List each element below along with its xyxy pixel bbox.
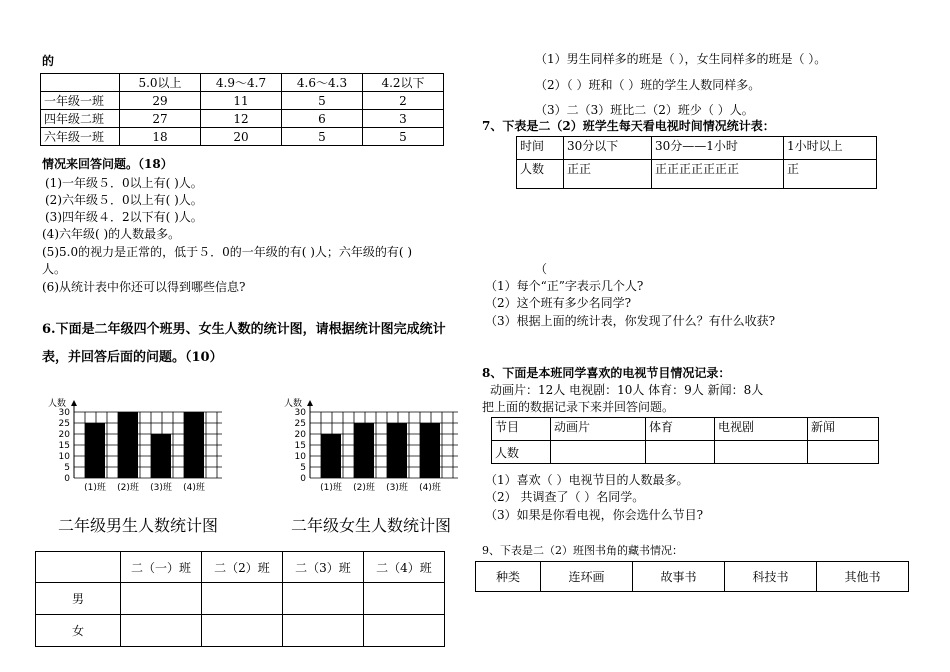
y-tick-label: 25 bbox=[294, 419, 306, 429]
y-tick-label: 0 bbox=[300, 474, 306, 484]
x-tick-label: (3)班 bbox=[386, 483, 408, 493]
table-cell: 科技书 bbox=[725, 562, 817, 592]
y-axis-arrow bbox=[307, 400, 313, 406]
table-cell: 4.2以下 bbox=[363, 74, 444, 92]
q8-record: 动画片：12人 电视剧：10人 体育：9人 新闻：8人 bbox=[490, 383, 764, 397]
q5-cont-1: （1）男生同样多的班是（ ），女生同样多的班是（ ）。 bbox=[535, 52, 827, 66]
x-tick-label: (4)班 bbox=[419, 483, 441, 493]
heading-fragment: 的 bbox=[42, 54, 55, 68]
instruction: 情况来回答问题。（18） bbox=[42, 157, 173, 171]
table-row bbox=[492, 441, 879, 464]
table-row bbox=[476, 562, 909, 592]
q9-title: 9、下表是二（2）班图书角的藏书情况： bbox=[482, 544, 683, 557]
q8-instruction: 把上面的数据记录下来并回答问题。 bbox=[482, 400, 675, 414]
q9-table bbox=[475, 561, 909, 592]
q8-title: 8、下面是本班同学喜欢的电视节目情况记录： bbox=[482, 366, 731, 380]
x-tick-label: (2)班 bbox=[353, 483, 375, 493]
bar bbox=[387, 423, 407, 478]
table-cell: 5 bbox=[282, 128, 363, 146]
table-row bbox=[492, 418, 879, 441]
bar bbox=[354, 423, 374, 478]
y-tick-label: 10 bbox=[294, 452, 306, 462]
y-axis-label: 人数 bbox=[48, 399, 67, 409]
y-axis-arrow bbox=[71, 400, 77, 406]
q8-question-1: （1）喜欢（ ）电视节目的人数最多。 bbox=[485, 473, 689, 487]
table-cell: 二（3）班 bbox=[283, 552, 364, 583]
x-tick-label: (3)班 bbox=[150, 483, 172, 493]
table-cell: 4.9～4.7 bbox=[201, 74, 282, 92]
answer-cell[interactable] bbox=[364, 583, 445, 615]
table-row bbox=[36, 552, 445, 583]
y-tick-label: 30 bbox=[294, 408, 306, 418]
answer-cell[interactable] bbox=[121, 615, 202, 647]
q8-question-2: （2） 共调查了（ ）名同学。 bbox=[485, 490, 645, 504]
table-row bbox=[517, 160, 877, 189]
answer-cell[interactable] bbox=[202, 583, 283, 615]
table-cell: 二（4）班 bbox=[364, 552, 445, 583]
table-row bbox=[36, 615, 445, 647]
table-cell: 故事书 bbox=[633, 562, 725, 592]
answer-cell[interactable] bbox=[808, 441, 879, 464]
q8-table bbox=[491, 417, 879, 464]
table-cell: 30分以下 bbox=[564, 137, 652, 160]
q7-question-1: （1）每个“正”字表示几个人? bbox=[485, 279, 644, 293]
question-3: (3)四年级４．2以下有( )人。 bbox=[45, 210, 203, 224]
bar bbox=[85, 423, 105, 478]
bar bbox=[420, 423, 440, 478]
y-tick-label: 20 bbox=[58, 430, 70, 440]
table-cell: 人数 bbox=[492, 441, 551, 464]
table-cell: 四年级二班 bbox=[41, 110, 120, 128]
question-4: (4)六年级( )的人数最多。 bbox=[42, 227, 181, 241]
table-cell: 电视剧 bbox=[715, 418, 808, 441]
table-cell: 30分——1小时 bbox=[652, 137, 784, 160]
answer-cell[interactable] bbox=[364, 615, 445, 647]
y-tick-label: 15 bbox=[58, 441, 70, 451]
stray-bracket: （ bbox=[535, 262, 548, 276]
table-cell: 节目 bbox=[492, 418, 551, 441]
vision-table bbox=[40, 73, 444, 146]
table-cell: 男 bbox=[36, 583, 121, 615]
table-cell: 2 bbox=[363, 92, 444, 110]
table-cell: 体育 bbox=[646, 418, 715, 441]
table-cell: 人数 bbox=[517, 160, 564, 189]
answer-cell[interactable] bbox=[202, 615, 283, 647]
question-6: (6)从统计表中你还可以得到哪些信息? bbox=[42, 280, 246, 294]
table-cell: 29 bbox=[120, 92, 201, 110]
q5-cont-2: （2）（ ）班和（ ）班的学生人数同样多。 bbox=[535, 78, 761, 92]
table-cell: 二（一）班 bbox=[121, 552, 202, 583]
tally-cell: 正 bbox=[784, 160, 877, 189]
table-row bbox=[41, 128, 444, 146]
answer-cell[interactable] bbox=[646, 441, 715, 464]
answer-cell[interactable] bbox=[283, 615, 364, 647]
q6-title-line1: 6.下面是二年级四个班男、女生人数的统计图，请根据统计图完成统计 bbox=[42, 322, 446, 337]
y-tick-label: 25 bbox=[58, 419, 70, 429]
table-row bbox=[36, 583, 445, 615]
y-tick-label: 15 bbox=[294, 441, 306, 451]
male-chart-caption: 二年级男生人数统计图 bbox=[58, 516, 219, 535]
bar bbox=[151, 434, 171, 478]
q7-question-2: （2）这个班有多少名同学? bbox=[485, 296, 632, 310]
bar bbox=[321, 434, 341, 478]
table-cell: 时间 bbox=[517, 137, 564, 160]
question-2: (2)六年级５．0以上有( )人。 bbox=[45, 193, 203, 207]
male-bar-chart bbox=[42, 380, 222, 500]
table-cell bbox=[41, 74, 120, 92]
q7-question-3: （3）根据上面的统计表，你发现了什么？有什么收获? bbox=[485, 314, 776, 328]
answer-cell[interactable] bbox=[715, 441, 808, 464]
y-tick-label: 20 bbox=[294, 430, 306, 440]
tally-cell: 正正正正正正正 bbox=[652, 160, 784, 189]
y-tick-label: 0 bbox=[64, 474, 70, 484]
table-cell: 动画片 bbox=[551, 418, 646, 441]
bar bbox=[184, 412, 204, 478]
q6-title-line2: 表，并回答后面的问题。（10） bbox=[42, 350, 223, 365]
bar bbox=[118, 412, 138, 478]
table-cell: 种类 bbox=[476, 562, 541, 592]
table-cell: 5.0以上 bbox=[120, 74, 201, 92]
female-bar-chart bbox=[278, 380, 458, 500]
answer-cell[interactable] bbox=[551, 441, 646, 464]
table-row bbox=[517, 137, 877, 160]
table-cell: 4.6～4.3 bbox=[282, 74, 363, 92]
table-row bbox=[41, 74, 444, 92]
table-cell: 一年级一班 bbox=[41, 92, 120, 110]
table-cell: 12 bbox=[201, 110, 282, 128]
q7-title: 7、下表是二（2）班学生每天看电视时间情况统计表： bbox=[482, 119, 775, 133]
table-cell: 二（2）班 bbox=[202, 552, 283, 583]
table-cell: 20 bbox=[201, 128, 282, 146]
question-1: (1)一年级５．0以上有( )人。 bbox=[45, 176, 203, 190]
table-row bbox=[41, 92, 444, 110]
table-cell: 3 bbox=[363, 110, 444, 128]
x-tick-label: (4)班 bbox=[183, 483, 205, 493]
question-5: (5)5.0的视力是正常的，低于５．0的一年级的有( )人；六年级的有( ) bbox=[42, 245, 413, 259]
y-tick-label: 10 bbox=[58, 452, 70, 462]
table-cell: 1小时以上 bbox=[784, 137, 877, 160]
table-cell: 11 bbox=[201, 92, 282, 110]
table-cell: 新闻 bbox=[808, 418, 879, 441]
answer-cell[interactable] bbox=[283, 583, 364, 615]
table-cell: 27 bbox=[120, 110, 201, 128]
q7-table bbox=[516, 136, 877, 189]
table-cell: 6 bbox=[282, 110, 363, 128]
q8-question-3: （3）如果是你看电视，你会选什么节目? bbox=[485, 508, 704, 522]
y-axis-label: 人数 bbox=[284, 399, 303, 409]
x-tick-label: (2)班 bbox=[117, 483, 139, 493]
table-cell: 六年级一班 bbox=[41, 128, 120, 146]
y-tick-label: 30 bbox=[58, 408, 70, 418]
female-chart-caption: 二年级女生人数统计图 bbox=[291, 516, 452, 535]
tally-cell: 正正 bbox=[564, 160, 652, 189]
y-tick-label: 5 bbox=[300, 463, 306, 473]
table-cell: 18 bbox=[120, 128, 201, 146]
q5-cont-3: （3）二（3）班比二（2）班少（ ）人。 bbox=[535, 103, 754, 117]
x-tick-label: (1)班 bbox=[320, 483, 342, 493]
table-cell bbox=[36, 552, 121, 583]
x-tick-label: (1)班 bbox=[84, 483, 106, 493]
table-cell: 其他书 bbox=[817, 562, 909, 592]
q6-table bbox=[35, 551, 445, 647]
question-5-cont: 人。 bbox=[42, 262, 67, 276]
answer-cell[interactable] bbox=[121, 583, 202, 615]
table-cell: 5 bbox=[282, 92, 363, 110]
table-cell: 连环画 bbox=[541, 562, 633, 592]
table-row bbox=[41, 110, 444, 128]
table-cell: 女 bbox=[36, 615, 121, 647]
table-cell: 5 bbox=[363, 128, 444, 146]
y-tick-label: 5 bbox=[64, 463, 70, 473]
